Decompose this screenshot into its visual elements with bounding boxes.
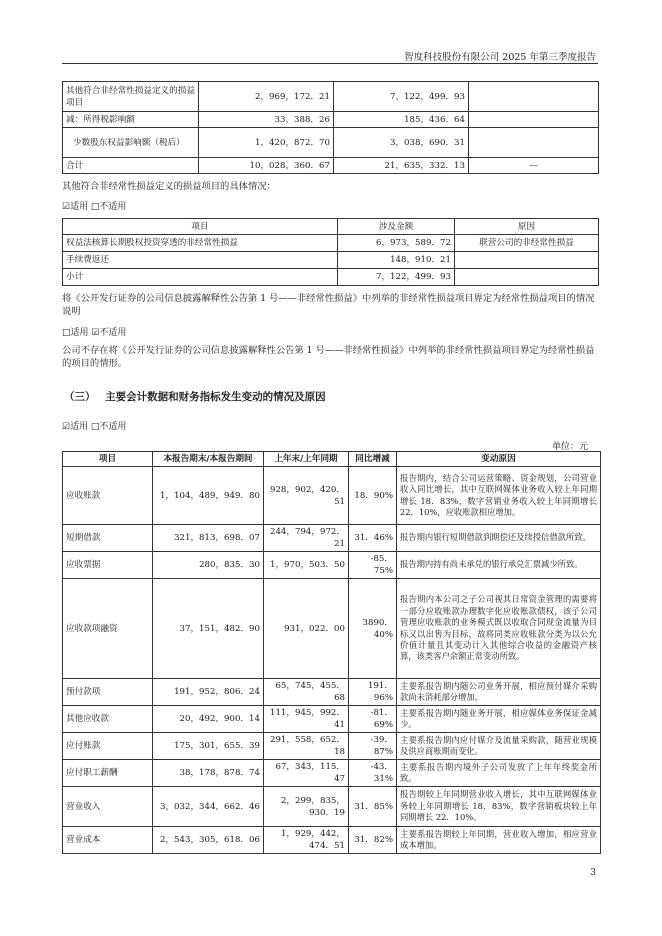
item-cell: 手续费返还 bbox=[63, 252, 338, 269]
column-header: 本报告期末/本报告期间 bbox=[153, 452, 264, 467]
applicability-checkbox-2: □适用 ☑不适用 bbox=[62, 328, 127, 338]
current-period-value: 33，388．26 bbox=[199, 112, 334, 128]
page-header-title: 智度科技股份有限公司 2025 年第三季度报告 bbox=[404, 52, 596, 63]
page-number: 3 bbox=[590, 868, 596, 878]
row-label: 合计 bbox=[63, 158, 199, 174]
reason-cell: 主要系报告期较上年同期，营业收入增加，相应营业成本增加。 bbox=[397, 827, 601, 854]
item-cell: 权益法核算长期股权投资穿透的非经常性损益 bbox=[63, 235, 338, 252]
current-value: 20，492，900．14 bbox=[153, 706, 264, 733]
table-row bbox=[63, 158, 599, 174]
column-header: 上年末/上年同期 bbox=[264, 452, 349, 467]
column-header: 原因 bbox=[455, 219, 599, 235]
prior-value: 67，343，115．47 bbox=[264, 760, 349, 787]
other-items-intro: 其他符合非经常性损益定义的损益项目的具体情况： bbox=[62, 181, 276, 192]
prior-value: 244，794，972．21 bbox=[264, 525, 349, 552]
table-row bbox=[63, 82, 599, 112]
section-number: （三） bbox=[64, 391, 96, 403]
change-percent: -39．87% bbox=[349, 733, 397, 760]
header-divider bbox=[62, 63, 598, 64]
amount-cell: 7，122，499．93 bbox=[338, 269, 455, 286]
current-value: 175，301，655．39 bbox=[153, 733, 264, 760]
prior-value: 931，022．00 bbox=[264, 579, 349, 679]
table-row bbox=[63, 525, 601, 552]
note-cell bbox=[469, 128, 599, 158]
table-row bbox=[63, 579, 601, 679]
column-header: 变动原因 bbox=[397, 452, 601, 467]
ytd-value: 7，122，499．93 bbox=[334, 82, 469, 112]
applicability-checkbox-1: ☑适用 □不适用 bbox=[62, 202, 127, 212]
note-cell: — bbox=[469, 158, 599, 174]
current-period-value: 2，969，172．21 bbox=[199, 82, 334, 112]
key-changes-table bbox=[62, 451, 601, 854]
item-cell: 应付职工薪酬 bbox=[63, 760, 153, 787]
table-row bbox=[63, 252, 599, 269]
current-value: 280，835．30 bbox=[153, 552, 264, 579]
ytd-value: 21，635，332．13 bbox=[334, 158, 469, 174]
unit-label: 单位：元 bbox=[551, 442, 588, 452]
current-value: 37，151，482．90 bbox=[153, 579, 264, 679]
reason-cell: 联营公司的非经常性损益 bbox=[455, 235, 599, 252]
prior-value: 65，745，455．68 bbox=[264, 679, 349, 706]
prior-value: 1，970，503．50 bbox=[264, 552, 349, 579]
item-cell: 应收款项融资 bbox=[63, 579, 153, 679]
item-cell: 小计 bbox=[63, 269, 338, 286]
other-items-detail-table bbox=[62, 218, 599, 286]
table-row bbox=[63, 112, 599, 128]
item-cell: 应付账款 bbox=[63, 733, 153, 760]
change-percent: -81．69% bbox=[349, 706, 397, 733]
table-row bbox=[63, 760, 601, 787]
table-row bbox=[63, 827, 601, 854]
reason-cell: 主要系报告期内随业务开展，相应媒体业务保证金减少。 bbox=[397, 706, 601, 733]
row-label: 少数股东权益影响额（税后） bbox=[63, 128, 199, 158]
current-value: 2，543，305，618．06 bbox=[153, 827, 264, 854]
change-percent: 31．82% bbox=[349, 827, 397, 854]
amount-cell: 148，910．21 bbox=[338, 252, 455, 269]
reason-cell bbox=[455, 269, 599, 286]
item-cell: 预付款项 bbox=[63, 679, 153, 706]
item-cell: 应收账款 bbox=[63, 467, 153, 525]
reason-cell: 报告期内本公司之子公司视其日常资金管理的需要将一部分应收账款办理数字化应收账款债权，该子公司管理应收账款的业务模式既以收取合同现金流量为目标又以出售为目标，故将同类应收账款分类为以公允价值计量且其变动计入其他综合收益的金融资产核算，该类客户余额正常变动所致。 bbox=[397, 579, 601, 679]
table-row bbox=[63, 733, 601, 760]
current-value: 3，032，344，662．46 bbox=[153, 787, 264, 827]
reason-cell: 报告期内持有尚未承兑的银行承兑汇票减少所致。 bbox=[397, 552, 601, 579]
note-cell bbox=[469, 112, 599, 128]
table-row bbox=[63, 787, 601, 827]
column-header: 项目 bbox=[63, 219, 338, 235]
row-label: 其他符合非经常性损益定义的损益项目 bbox=[63, 82, 199, 112]
reason-cell bbox=[455, 252, 599, 269]
section-title: 主要会计数据和财务指标发生变动的情况及原因 bbox=[105, 391, 326, 403]
note-cell bbox=[469, 82, 599, 112]
current-period-value: 10，028，360．67 bbox=[199, 158, 334, 174]
change-percent: -85．75% bbox=[349, 552, 397, 579]
applicability-checkbox-3: ☑适用 □不适用 bbox=[62, 422, 127, 432]
table-row bbox=[63, 467, 601, 525]
item-cell: 其他应收款 bbox=[63, 706, 153, 733]
ytd-value: 185，436．64 bbox=[334, 112, 469, 128]
prior-value: 2，299，835，930．19 bbox=[264, 787, 349, 827]
reason-cell: 报告期内，结合公司运营策略、资金规划，公司营业收入同比增长，其中互联网媒体业务收入较上年同期增长 18．83%，数字营销业务收入较上年同期增长 22．10%，应收账款相应增加。 bbox=[397, 467, 601, 525]
current-value: 321，813，698．07 bbox=[153, 525, 264, 552]
table-row bbox=[63, 679, 601, 706]
section-heading bbox=[64, 389, 326, 404]
table-row bbox=[63, 706, 601, 733]
item-cell: 应收票据 bbox=[63, 552, 153, 579]
reason-cell: 报告期内银行短期借款到期偿还及续授信借款所致。 bbox=[397, 525, 601, 552]
table-row bbox=[63, 235, 599, 252]
column-header: 同比增减 bbox=[349, 452, 397, 467]
change-percent: 191．96% bbox=[349, 679, 397, 706]
non-recurring-summary-table bbox=[62, 81, 599, 174]
reclassification-statement: 公司不存在将《公开发行证券的公司信息披露解释性公告第 1 号——非经常性损益》中列举的非经常性损益项目界定为经常性损益的项目的情形。 bbox=[62, 345, 595, 369]
reason-cell: 主要系报告期内境外子公司发放了上年年终奖金所致。 bbox=[397, 760, 601, 787]
amount-cell: 6，973，589．72 bbox=[338, 235, 455, 252]
change-percent: 3890．40% bbox=[349, 579, 397, 679]
prior-value: 1，929，442，474．51 bbox=[264, 827, 349, 854]
change-percent: 31．46% bbox=[349, 525, 397, 552]
column-header: 涉及金额 bbox=[338, 219, 455, 235]
prior-value: 928，902，420．51 bbox=[264, 467, 349, 525]
table-header-row bbox=[63, 452, 601, 467]
current-value: 191，952，806．24 bbox=[153, 679, 264, 706]
prior-value: 291，558，652．18 bbox=[264, 733, 349, 760]
change-percent: -43．31% bbox=[349, 760, 397, 787]
table-row bbox=[63, 128, 599, 158]
prior-value: 111，945，992．41 bbox=[264, 706, 349, 733]
current-value: 1，104，489，949．80 bbox=[153, 467, 264, 525]
change-percent: 31．85% bbox=[349, 787, 397, 827]
reason-cell: 报告期较上年同期营业收入增长，其中互联网媒体业务较上年同期增长 18．83%，数字营销板块较上年同期增长 22．10%。 bbox=[397, 787, 601, 827]
column-header: 项目 bbox=[63, 452, 153, 467]
reason-cell: 主要系报告期内随公司业务开展，相应预付媒介采购款尚未消耗部分增加。 bbox=[397, 679, 601, 706]
item-cell: 营业成本 bbox=[63, 827, 153, 854]
reclassification-heading: 将《公开发行证券的公司信息披露解释性公告第 1 号——非经常性损益》中列举的非经常性损益项目界定为经常性损益项目的情况说明 bbox=[62, 293, 595, 317]
reason-cell: 主要系报告期内应付媒介及流量采购款，随营业规模及供应商账期而变化。 bbox=[397, 733, 601, 760]
current-period-value: 1，420，872．70 bbox=[199, 128, 334, 158]
table-row bbox=[63, 552, 601, 579]
table-header-row bbox=[63, 219, 599, 235]
row-label: 减：所得税影响额 bbox=[63, 112, 199, 128]
change-percent: 18．90% bbox=[349, 467, 397, 525]
table-row bbox=[63, 269, 599, 286]
item-cell: 短期借款 bbox=[63, 525, 153, 552]
ytd-value: 3，038，690．31 bbox=[334, 128, 469, 158]
current-value: 38，178，878．74 bbox=[153, 760, 264, 787]
item-cell: 营业收入 bbox=[63, 787, 153, 827]
